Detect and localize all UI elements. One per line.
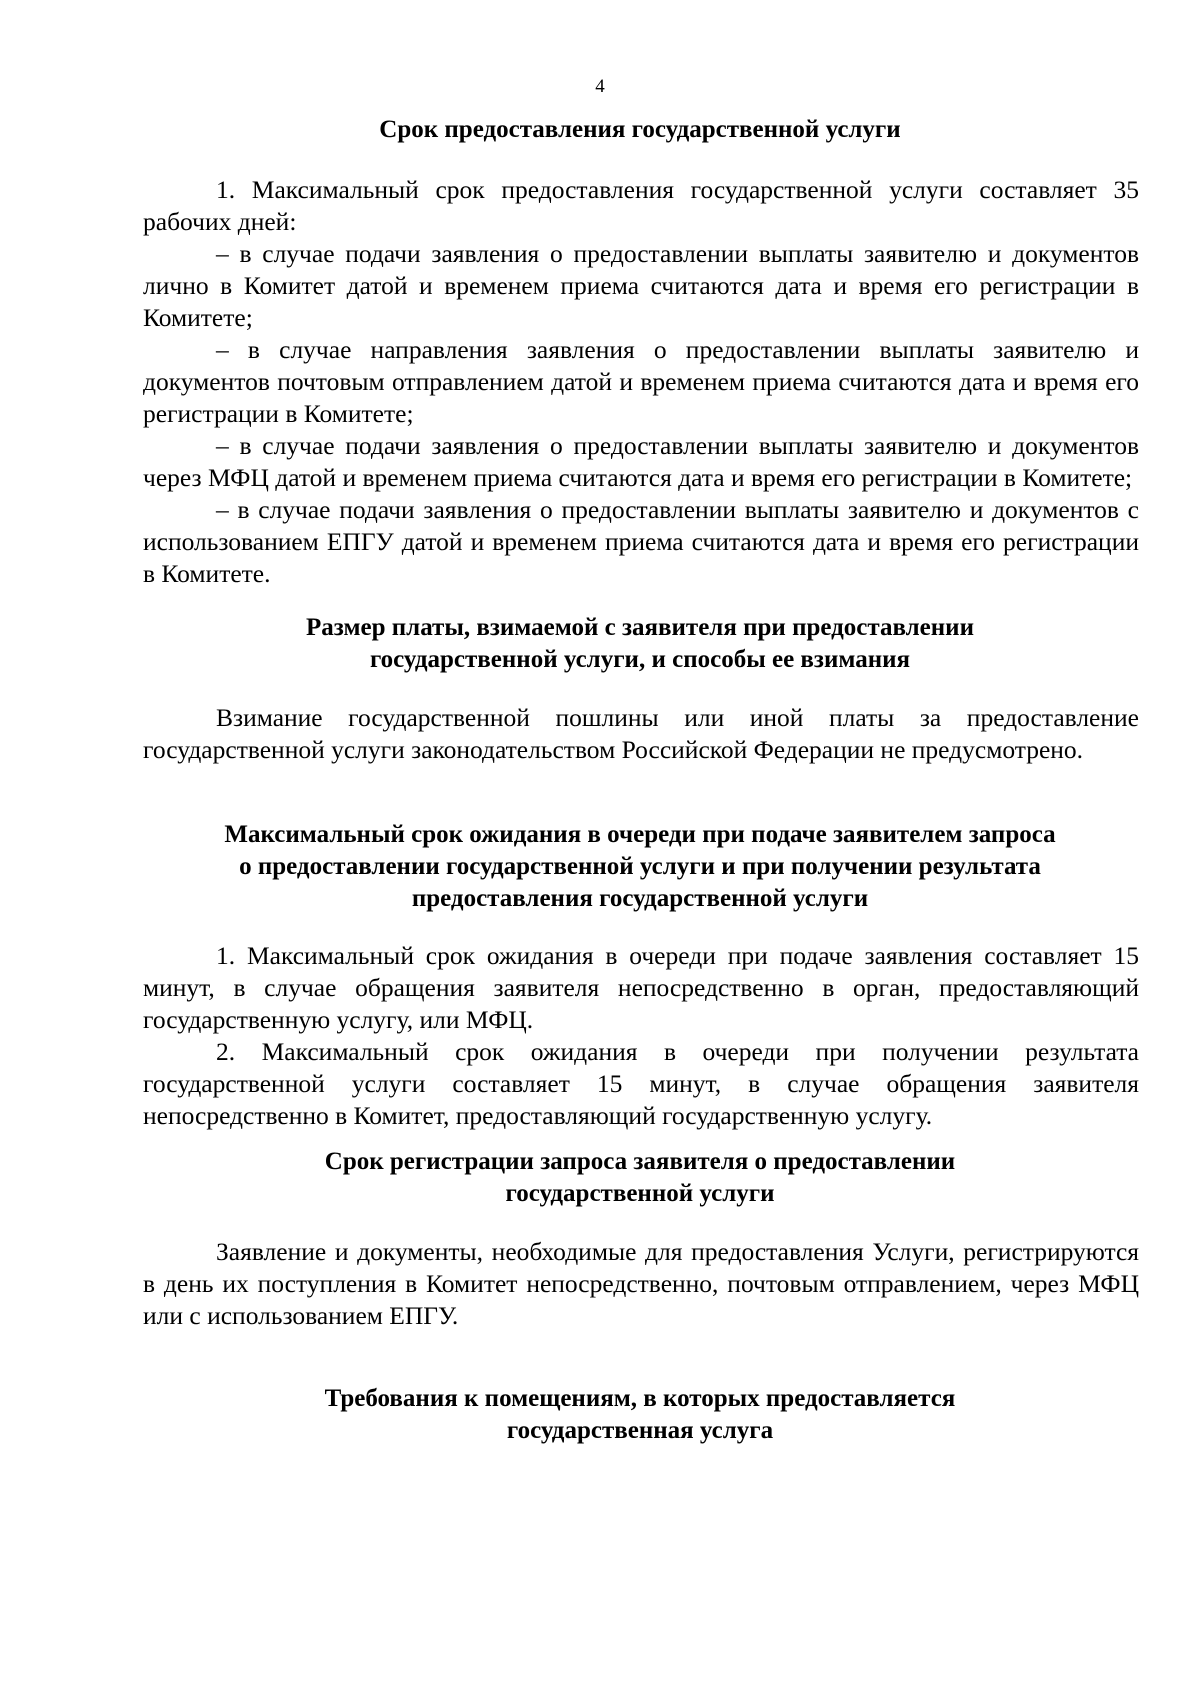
heading-line: Максимальный срок ожидания в очереди при подаче заявителем запроса	[224, 821, 1056, 848]
paragraph: – в случае подачи заявления о предоставлении выплаты заявителю и документов через МФЦ датой и временем приема считаются дата и время его регистрации в Комитете;	[143, 431, 1139, 492]
paragraph: 1. Максимальный срок предоставления государственной услуги составляет 35 рабочих дней:	[143, 175, 1139, 236]
section-body-registration	[143, 1236, 1139, 1332]
section-body-service-term	[143, 174, 1139, 590]
paragraph: 2. Максимальный срок ожидания в очереди при получении результата государственной услуги составляет 15 минут, в случае обращения заявителя непосредственно в Комитет, предоставляющий государственную услугу.	[143, 1037, 1139, 1130]
heading-line: о предоставлении государственной услуги и при получении результата	[239, 853, 1041, 880]
heading-line: государственная услуга	[506, 1417, 774, 1444]
paragraph: – в случае подачи заявления о предоставлении выплаты заявителю и документов с использованием ЕПГУ датой и временем приема считаются дата и время его регистрации в Комитете.	[143, 495, 1139, 588]
heading-line: Срок предоставления государственной услуги	[379, 116, 901, 143]
paragraph: Взимание государственной пошлины или иной платы за предоставление государственной услуги законодательством Российской Федерации не предусмотрено.	[143, 703, 1139, 764]
heading-line: Требования к помещениям, в которых предоставляется	[324, 1385, 956, 1412]
section-heading-fee	[140, 612, 1140, 676]
heading-line: Размер платы, взимаемой с заявителя при предоставлении	[306, 614, 974, 641]
page-number: 4	[595, 76, 605, 97]
section-body-queue-time	[143, 940, 1139, 1132]
paragraph: – в случае подачи заявления о предоставлении выплаты заявителю и документов лично в Комитет датой и временем приема считаются дата и время его регистрации в Комитете;	[143, 239, 1139, 332]
paragraph: 1. Максимальный срок ожидания в очереди при подаче заявления составляет 15 минут, в случае обращения заявителя непосредственно в орган, предоставляющий государственную услугу, или МФЦ.	[143, 941, 1139, 1034]
heading-line: предоставления государственной услуги	[411, 885, 869, 912]
heading-line: Срок регистрации запроса заявителя о предоставлении	[324, 1148, 956, 1175]
section-heading-registration	[140, 1146, 1140, 1210]
heading-line: государственной услуги	[505, 1180, 775, 1207]
paragraph: Заявление и документы, необходимые для предоставления Услуги, регистрируются в день их поступления в Комитет непосредственно, почтовым отправлением, через МФЦ или с использованием ЕПГУ.	[143, 1237, 1139, 1330]
section-heading-service-term	[140, 114, 1140, 146]
section-heading-queue-time	[140, 819, 1140, 915]
section-heading-premises	[140, 1383, 1140, 1447]
section-body-fee	[143, 702, 1139, 766]
heading-line: государственной услуги, и способы ее взимания	[369, 646, 911, 673]
paragraph: – в случае направления заявления о предоставлении выплаты заявителю и документов почтовым отправлением датой и временем приема считаются дата и время его регистрации в Комитете;	[143, 335, 1139, 428]
